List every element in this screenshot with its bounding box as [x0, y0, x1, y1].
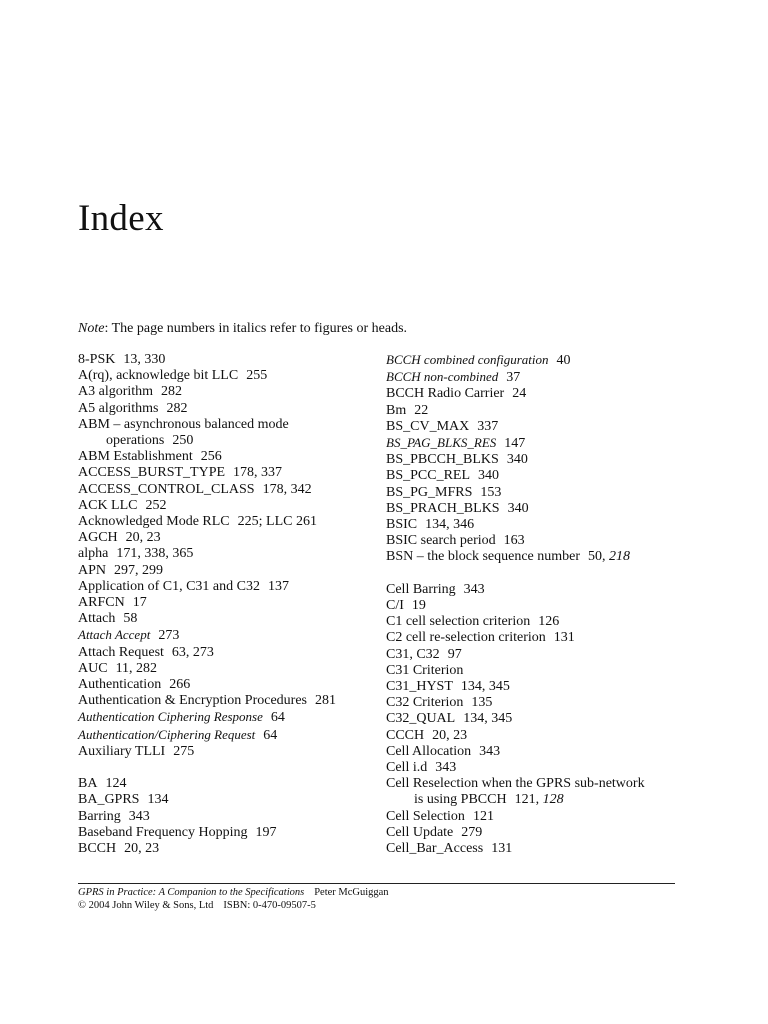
- index-page-refs: [167, 401, 188, 416]
- footer-line-1: [78, 886, 389, 899]
- index-term: ACCESS_BURST_TYPE: [78, 465, 226, 481]
- index-page-refs: [169, 677, 190, 692]
- page-numbers: 121: [472, 808, 494, 824]
- index-term: 8-PSK: [78, 352, 116, 367]
- index-term: BCCH combined configuration: [386, 352, 549, 367]
- index-page-refs: [116, 546, 193, 561]
- index-page-refs: [238, 514, 317, 529]
- index-entry: [78, 352, 378, 368]
- page-numbers: 20, 23: [125, 530, 161, 546]
- index-page-refs: [147, 792, 168, 807]
- page-numbers: 178, 337: [233, 465, 283, 481]
- page-numbers: 20, 23: [432, 727, 468, 743]
- index-page-refs: [448, 647, 462, 662]
- page-numbers: 131: [491, 841, 513, 857]
- index-term: Barring: [78, 808, 121, 824]
- page-numbers: 134, 345: [463, 711, 513, 727]
- index-entry: [386, 760, 686, 776]
- index-term: ACCESS_CONTROL_CLASS: [78, 481, 255, 497]
- index-entry: [78, 465, 378, 481]
- index-entry: [386, 403, 686, 419]
- index-term: C31, C32: [386, 646, 440, 662]
- page-numbers: 50,: [588, 549, 610, 565]
- index-term: C/I: [386, 598, 404, 614]
- index-term: BS_PRACH_BLKS: [386, 500, 500, 516]
- page-numbers: 343: [479, 743, 501, 759]
- index-term: C32 Criterion: [386, 695, 464, 711]
- index-page-refs: [246, 368, 267, 383]
- index-term: alpha: [78, 546, 109, 562]
- index-entry: [78, 727, 378, 744]
- book-title: GPRS in Practice: A Companion to the Specifications: [78, 887, 305, 898]
- page-numbers: 137: [268, 578, 289, 594]
- index-entry: [78, 677, 378, 693]
- index-entry: [386, 598, 686, 614]
- page-numbers: 250: [172, 433, 194, 449]
- index-term: BSIC search period: [386, 533, 496, 549]
- index-page-refs: [479, 744, 500, 759]
- index-page-refs: [173, 744, 194, 759]
- index-page-refs: [473, 809, 494, 824]
- index-column-left: [78, 352, 378, 857]
- page-numbers: 171, 338, 365: [116, 546, 194, 562]
- index-column-right: [386, 352, 686, 857]
- page-numbers: 282: [161, 384, 183, 400]
- index-entry: [386, 501, 686, 517]
- index-term: CCCH: [386, 727, 425, 743]
- index-page-refs: [538, 614, 559, 629]
- index-entry: [386, 776, 686, 808]
- page-numbers: 134, 345: [460, 679, 510, 695]
- index-entry: [78, 595, 378, 611]
- index-page-refs: [201, 449, 222, 464]
- index-page-refs: [161, 384, 182, 399]
- index-page-refs: [146, 498, 167, 513]
- index-entry: [78, 825, 378, 841]
- index-term: Application of C1, C31 and C32: [78, 578, 260, 594]
- page-title: Index: [78, 198, 164, 239]
- index-page-refs: [506, 370, 520, 385]
- page-numbers: 124: [105, 776, 127, 792]
- index-entry: [386, 614, 686, 630]
- index-page-refs: [105, 776, 126, 791]
- index-term: Cell Update: [386, 824, 454, 840]
- index-page-refs: [512, 386, 526, 401]
- index-page-refs: [554, 630, 575, 645]
- index-page-refs: [491, 841, 512, 856]
- page-numbers: 337: [477, 418, 499, 434]
- index-term: ARFCN: [78, 595, 125, 611]
- page-numbers: 282: [166, 400, 188, 416]
- index-entry: [78, 498, 378, 514]
- page-numbers: 40: [556, 353, 571, 368]
- index-page-refs: [515, 792, 564, 807]
- index-entry: [386, 386, 686, 402]
- note-text: : The page numbers in italics refer to figures or heads.: [104, 321, 408, 336]
- index-term: BSN – the block sequence number: [386, 549, 581, 565]
- page-numbers: 275: [173, 743, 195, 759]
- index-term: BS_PBCCH_BLKS: [386, 452, 499, 468]
- index-entry: [386, 435, 686, 452]
- index-page-refs: [263, 728, 277, 743]
- index-entry: [78, 776, 378, 792]
- note-label: Note: [78, 321, 105, 336]
- page-numbers: 297, 299: [114, 562, 164, 578]
- index-term: BA: [78, 776, 98, 792]
- index-term: ABM – asynchronous balanced mode: [78, 416, 289, 432]
- index-page-refs: [263, 482, 312, 497]
- index-term: AUC: [78, 660, 108, 676]
- index-page-refs: [412, 598, 426, 613]
- index-entry: [78, 645, 378, 661]
- page-numbers: 24: [512, 386, 527, 402]
- index-term: BA_GPRS: [78, 792, 140, 808]
- index-entry: [386, 809, 686, 825]
- index-term-continuation: operations: [106, 433, 165, 449]
- page-numbers: 343: [128, 808, 150, 824]
- page-numbers: 97: [447, 646, 462, 662]
- index-entry: [386, 452, 686, 468]
- index-page-refs: [271, 710, 285, 725]
- index-term: Attach: [78, 611, 116, 627]
- index-entry: [78, 579, 378, 595]
- index-page-refs: [172, 645, 214, 660]
- index-page-refs: [268, 579, 289, 594]
- index-page-refs: [478, 468, 499, 483]
- index-term: BCCH non-combined: [386, 369, 499, 385]
- index-page-refs: [124, 841, 159, 856]
- index-page-refs: [158, 628, 179, 643]
- page-numbers: 279: [461, 824, 483, 840]
- index-note: [78, 320, 407, 338]
- index-page-refs: [256, 825, 277, 840]
- index-term: Baseband Frequency Hopping: [78, 824, 248, 840]
- index-entry: [386, 744, 686, 760]
- index-page-refs: [425, 517, 474, 532]
- index-term: C31 Criterion: [386, 662, 464, 678]
- index-term: AGCH: [78, 530, 118, 546]
- index-entry: [386, 369, 686, 386]
- index-page-refs: [588, 549, 630, 564]
- index-entry: [78, 709, 378, 726]
- index-term: BS_PAG_BLKS_RES: [386, 435, 497, 451]
- page-numbers-italic: 218: [609, 549, 631, 565]
- index-entry: [386, 485, 686, 501]
- page-numbers: 340: [506, 452, 528, 468]
- index-entry: [78, 563, 378, 579]
- index-group-spacer: [78, 760, 378, 776]
- index-entry: [78, 449, 378, 465]
- page-numbers-italic: 128: [542, 792, 564, 808]
- index-page-refs: [461, 679, 510, 694]
- index-term: A5 algorithms: [78, 400, 159, 416]
- index-term: Authentication: [78, 677, 162, 693]
- index-entry: [78, 792, 378, 808]
- index-page-refs: [557, 353, 571, 368]
- index-entry: [78, 661, 378, 677]
- index-page-refs: [172, 433, 193, 448]
- page-numbers: 131: [553, 630, 575, 646]
- index-term: Attach Request: [78, 644, 164, 660]
- index-term: Cell Reselection when the GPRS sub-network: [386, 776, 645, 792]
- page-numbers: 340: [507, 500, 529, 516]
- index-entry: [386, 679, 686, 695]
- index-entry: [386, 517, 686, 533]
- page-numbers: 225; LLC 261: [237, 514, 317, 530]
- index-entry: [78, 417, 378, 449]
- page-numbers: 163: [503, 533, 525, 549]
- page-numbers: 22: [414, 402, 429, 418]
- index-term-continuation: is using PBCCH: [414, 792, 507, 808]
- index-term: Cell_Bar_Access: [386, 841, 484, 857]
- index-term: Attach Accept: [78, 627, 151, 643]
- index-group-spacer: [386, 566, 686, 582]
- page-numbers: 37: [506, 370, 521, 386]
- index-term: C1 cell selection criterion: [386, 614, 531, 630]
- page-footer: [78, 886, 389, 912]
- index-entry: [386, 647, 686, 663]
- page-numbers: 135: [471, 695, 493, 711]
- index-entry: [78, 744, 378, 760]
- book-author: Peter McGuiggan: [314, 887, 389, 898]
- page-numbers: 340: [478, 468, 500, 484]
- page-numbers: 197: [255, 824, 277, 840]
- index-page-refs: [435, 760, 456, 775]
- index-page-refs: [507, 452, 528, 467]
- index-term: A3 algorithm: [78, 384, 154, 400]
- index-page-refs: [477, 419, 498, 434]
- page-numbers: 134: [147, 792, 169, 808]
- index-entry: [386, 352, 686, 369]
- index-page-refs: [461, 825, 482, 840]
- page-numbers: 134, 346: [425, 517, 475, 533]
- index-term: BS_CV_MAX: [386, 418, 470, 434]
- page-numbers: 256: [200, 449, 222, 465]
- index-term: Authentication & Encryption Procedures: [78, 693, 307, 709]
- index-term: Bm: [386, 402, 407, 418]
- index-page-refs: [133, 595, 147, 610]
- index-term: Cell i.d: [386, 760, 428, 776]
- index-page-refs: [315, 693, 336, 708]
- index-page-refs: [126, 530, 161, 545]
- index-term: Cell Selection: [386, 808, 465, 824]
- footer-divider: [78, 883, 675, 884]
- index-page-refs: [508, 501, 529, 516]
- index-page-refs: [504, 533, 525, 548]
- index-page-refs: [463, 711, 512, 726]
- index-entry: [78, 546, 378, 562]
- index-term: Cell Barring: [386, 581, 456, 597]
- index-term: BCCH: [78, 841, 117, 857]
- page-numbers: 273: [158, 628, 180, 644]
- index-term: BS_PCC_REL: [386, 468, 471, 484]
- index-entry: [78, 514, 378, 530]
- index-page-refs: [464, 582, 485, 597]
- index-term: BSIC: [386, 517, 418, 533]
- index-entry: [78, 384, 378, 400]
- page-numbers: 126: [538, 614, 560, 630]
- index-entry: [78, 841, 378, 857]
- page-numbers: 11, 282: [115, 660, 158, 676]
- index-entry: [78, 368, 378, 384]
- index-entry: [78, 611, 378, 627]
- page-numbers: 266: [169, 677, 191, 693]
- index-entry: [78, 627, 378, 644]
- index-page-refs: [480, 485, 501, 500]
- index-entry: [386, 419, 686, 435]
- index-page-refs: [129, 809, 150, 824]
- index-page-refs: [414, 403, 428, 418]
- index-entry: [386, 695, 686, 711]
- index-term: Auxiliary TLLI: [78, 743, 166, 759]
- index-term: C32_QUAL: [386, 711, 456, 727]
- index-term: Acknowledged Mode RLC: [78, 514, 230, 530]
- page-numbers: 281: [315, 693, 336, 709]
- isbn: ISBN: 0-470-09507-5: [223, 900, 316, 911]
- index-entry: [386, 728, 686, 744]
- page-numbers: 178, 342: [262, 481, 312, 497]
- index-page-refs: [114, 563, 163, 578]
- index-term: A(rq), acknowledge bit LLC: [78, 368, 239, 384]
- index-entry: [386, 841, 686, 857]
- index-term: BS_PG_MFRS: [386, 484, 473, 500]
- index-page-refs: [432, 728, 467, 743]
- index-term: ACK LLC: [78, 497, 138, 513]
- page-numbers: 58: [123, 611, 138, 627]
- index-entry: [386, 630, 686, 646]
- index-term: BCCH Radio Carrier: [386, 386, 505, 402]
- page-numbers: 63, 273: [171, 644, 214, 660]
- page-numbers: 13, 330: [123, 352, 166, 367]
- page-numbers: 20, 23: [124, 841, 160, 857]
- copyright-notice: © 2004 John Wiley & Sons, Ltd: [78, 900, 214, 911]
- index-entry: [78, 482, 378, 498]
- page-numbers: 343: [463, 581, 485, 597]
- page-numbers: 147: [504, 436, 526, 452]
- index-term: C2 cell re-selection criterion: [386, 630, 546, 646]
- index-term: C31_HYST: [386, 679, 453, 695]
- index-entry: [386, 663, 686, 679]
- index-entry: [78, 401, 378, 417]
- index-term: Authentication Ciphering Response: [78, 709, 263, 725]
- index-entry: [78, 530, 378, 546]
- index-term: ABM Establishment: [78, 449, 193, 465]
- page-numbers: 121,: [514, 792, 543, 808]
- page-numbers: 153: [480, 484, 502, 500]
- page-numbers: 343: [435, 760, 457, 776]
- index-term: Authentication/Ciphering Request: [78, 726, 256, 742]
- index-entry: [386, 825, 686, 841]
- index-entry: [78, 809, 378, 825]
- index-entry: [386, 711, 686, 727]
- index-page-refs: [471, 695, 492, 710]
- page-numbers: 252: [145, 497, 167, 513]
- index-term: Cell Allocation: [386, 743, 472, 759]
- index-page-refs: [123, 611, 137, 626]
- footer-line-2: [78, 899, 389, 912]
- index-page-refs: [123, 352, 165, 367]
- index-entry: [386, 468, 686, 484]
- page-numbers: 17: [132, 595, 147, 611]
- index-page-refs: [504, 436, 525, 451]
- index-entry: [386, 549, 686, 565]
- page-numbers: 64: [263, 727, 278, 743]
- index-page-refs: [116, 661, 157, 676]
- index-page-refs: [233, 465, 282, 480]
- index-entry: [386, 533, 686, 549]
- index-entry: [386, 582, 686, 598]
- page-numbers: 19: [411, 598, 426, 614]
- page-numbers: 64: [270, 710, 285, 726]
- page-numbers: 255: [246, 368, 268, 384]
- index-entry: [78, 693, 378, 709]
- index-term: APN: [78, 562, 107, 578]
